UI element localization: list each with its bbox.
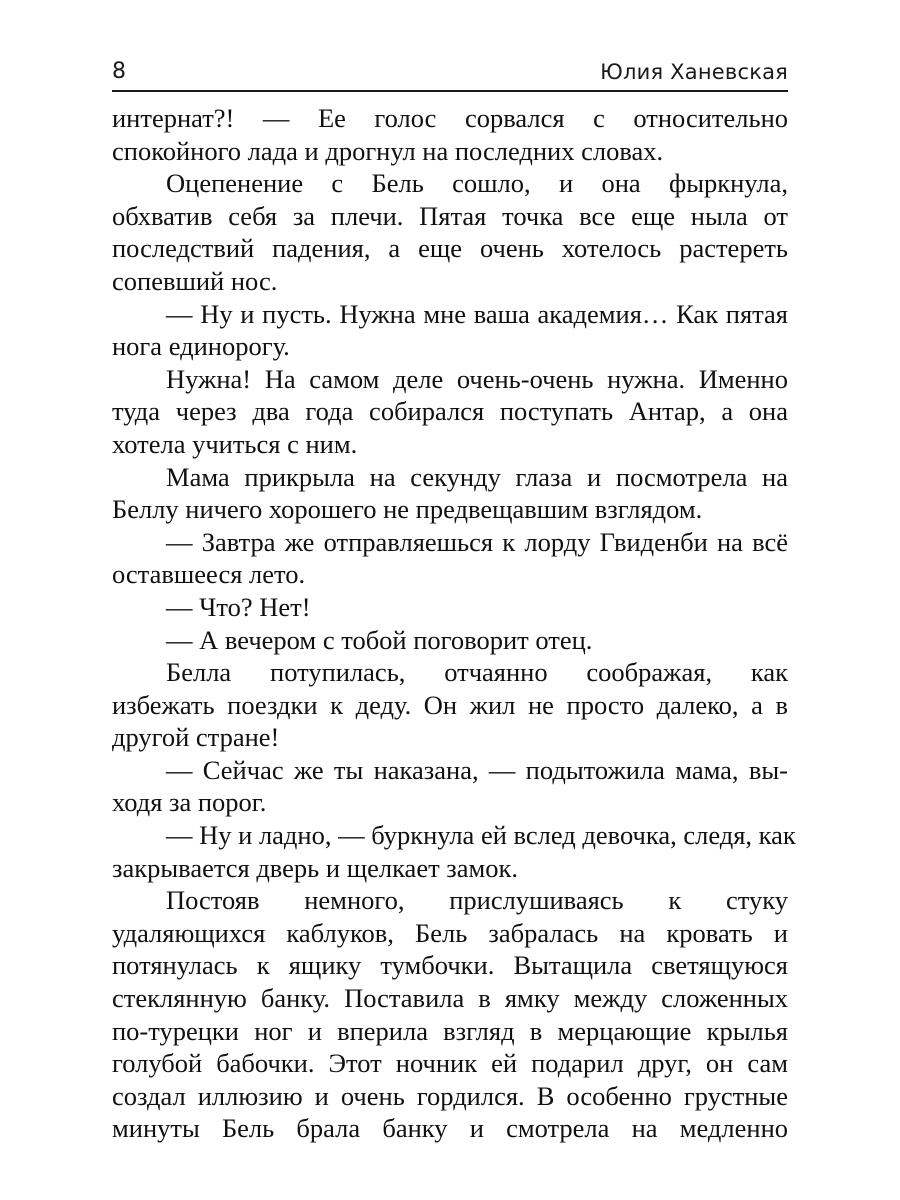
text-line: другой стране! [112,722,280,753]
text-line: спокойного лада и дрогнул на последних словах. [112,135,664,166]
text-line: — Что? Нет! [166,591,311,622]
text-line: Мама прикрыла на секунду глаза и посмотрела на [166,461,788,492]
body-text [112,102,796,1145]
text-line: — А вечером с тобой поговорит отец. [166,624,593,655]
book-page [112,56,796,1156]
text-line: минуты Бель брала банку и смотрела на медленно [112,1113,788,1144]
text-line: последствий падения, а еще очень хотелось растереть [112,233,788,264]
text-line: Нужна! На самом деле очень-очень нужна. Именно [166,363,788,394]
text-line: Оцепенение с Бель сошло, и она фыркнула, [166,168,788,199]
text-line: — Сейчас же ты наказана, — подытожила мама, вы- [166,754,788,785]
text-line: — Ну и ладно, — буркнула ей вслед девочка, следя, как [166,820,796,851]
text-line: обхватив себя за плечи. Пятая точка все еще ныла от [112,200,788,231]
text-line: ходя за порог. [112,787,267,818]
text-line: туда через два года собирался поступать Антар, а она [112,396,788,427]
text-line: Постояв немного, прислушиваясь к стуку [166,885,788,916]
text-line: — Ну и пусть. Нужна мне ваша академия… Как пятая [166,298,788,329]
text-line: голубой бабочки. Этот ночник ей подарил друг, он сам [112,1048,788,1079]
text-line: Белла потупилась, отчаянно соображая, как [166,657,788,688]
text-line: стеклянную банку. Поставила в ямку между сложенных [112,983,788,1014]
text-line: сопевший нос. [112,265,278,296]
running-title: Юлия Ханевская [600,60,788,84]
text-line: хотела учиться с ним. [112,428,358,459]
text-line: Беллу ничего хорошего не предвещавшим взглядом. [112,494,703,525]
text-line: — Завтра же отправляешься к лорду Гвиденби на всё [166,526,788,557]
text-line: избежать поездки к деду. Он жил не просто далеко, а в [112,689,788,720]
text-line: потянулась к ящику тумбочки. Вытащила светящуюся [112,950,788,981]
running-header [112,56,788,92]
text-line: создал иллюзию и очень гордился. В особенно грустные [112,1080,788,1111]
text-line: интернат?! — Ее голос сорвался с относительно [112,103,788,133]
text-line: нога единорогу. [112,331,290,362]
text-line: закрывается дверь и щелкает замок. [112,852,519,883]
text-line: оставшееся лето. [112,559,306,590]
page-number: 8 [112,59,126,84]
text-line: по-турецки ног и вперила взгляд в мерцающие крылья [112,1015,788,1046]
text-line: удаляющихся каблуков, Бель забралась на кровать и [112,917,788,948]
